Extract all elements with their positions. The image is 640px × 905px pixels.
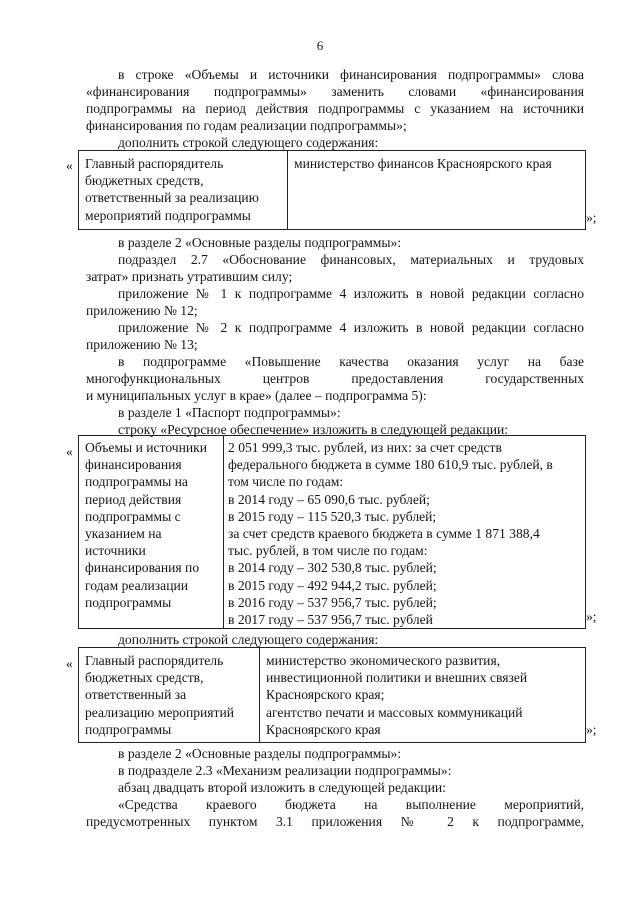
cell-line: министерство экономического развития, [266, 653, 501, 668]
cell-line: финансирования по [85, 560, 200, 576]
table-cell-left [85, 439, 207, 611]
text-line: многофункциональных центров предоставления государственных [86, 371, 584, 386]
cell-line: подпрограммы с [85, 508, 181, 524]
table-cell-left [85, 652, 234, 738]
cell-line: финансирования [85, 457, 182, 473]
cell-line: источники [85, 543, 146, 559]
table-main-manager-1 [78, 150, 586, 230]
cell-line: ответственный за реализацию [85, 190, 259, 206]
text-line: в разделе 1 «Паспорт подпрограммы»: [118, 405, 341, 420]
page-number: 6 [316, 38, 324, 53]
cell-line: реализацию мероприятий [85, 704, 235, 720]
text-line: финансирования по годам реализации подпрограммы»; [86, 118, 407, 133]
cell-line: федерального бюджета в сумме 180 610,9 тыс. рублей, в [228, 457, 553, 473]
text-line: подпрограммы на период действия подпрограммы с указанием на источники [86, 101, 584, 116]
cell-line: том числе по годам: [228, 474, 344, 490]
cell-line: бюджетных средств, [85, 670, 204, 686]
close-quote: »; [586, 210, 597, 225]
cell-line: Главный распорядитель [85, 156, 224, 171]
text-line: приложению № 12; [86, 303, 198, 318]
text-line: «финансирования подпрограммы» заменить словами «финансирования [86, 84, 584, 99]
cell-line: период действия [85, 491, 182, 507]
open-quote: « [66, 444, 73, 459]
cell-line: в 2015 году – 115 520,3 тыс. рублей; [228, 508, 437, 524]
table-resource-provision [78, 435, 586, 629]
close-quote: »; [586, 609, 597, 624]
cell-line: в 2014 году – 302 530,8 тыс. рублей; [228, 560, 437, 576]
text-line: абзац двадцать второй изложить в следующей редакции: [118, 780, 446, 795]
text-line: строку «Ресурсное обеспечение» изложить в следующей редакции: [118, 422, 509, 437]
agencies-lines [266, 652, 527, 738]
cell-line: в 2014 году – 65 090,6 тыс. рублей; [228, 491, 430, 507]
cell-line: Главный распорядитель [85, 653, 224, 668]
table-cell-right [287, 151, 552, 229]
cell-line: Красноярского края; [266, 687, 385, 703]
table-cell-right [259, 648, 528, 742]
financing-lines [228, 439, 553, 628]
text-line: затрат» признать утратившим силу; [86, 269, 293, 284]
text-line: в подразделе 2.3 «Механизм реализации подпрограммы»: [118, 763, 452, 778]
cell-line: инвестиционной политики и внешних связей [266, 670, 528, 686]
cell-line: подпрограммы на [85, 474, 188, 490]
text-line: подраздел 2.7 «Обоснование финансовых, материальных и трудовых [118, 252, 584, 267]
text-line: в строке «Объемы и источники финансирования подпрограммы» слова [118, 67, 584, 82]
text-line: в разделе 2 «Основные разделы подпрограммы»: [118, 746, 402, 761]
cell-line: в 2017 году – 537 956,7 тыс. рублей [228, 612, 433, 628]
cell-line: мероприятий подпрограммы [85, 207, 251, 223]
cell-line: тыс. рублей, в том числе по годам: [228, 543, 428, 559]
text-line: приложение № 2 к подпрограмме 4 изложить в новой редакции согласно [118, 320, 584, 335]
cell-line: агентство печати и массовых коммуникаций [266, 704, 523, 720]
cell-line: подпрограммы [85, 721, 172, 737]
close-quote: »; [586, 722, 597, 737]
text-line: дополнить строкой следующего содержания: [118, 632, 379, 647]
cell-line: 2 051 999,3 тыс. рублей, из них: за счет средств [228, 440, 502, 455]
cell-line: указанием на [85, 526, 162, 542]
open-quote: « [66, 158, 73, 173]
cell-line: министерство финансов Красноярского края [294, 156, 552, 171]
cell-line: бюджетных средств, [85, 173, 204, 189]
cell-line: Красноярского края [266, 721, 381, 737]
table-cell-right [223, 436, 553, 628]
cell-line: в 2016 году – 537 956,7 тыс. рублей; [228, 594, 437, 610]
cell-line: годам реализации [85, 577, 189, 593]
text-line: и муниципальных услуг в крае» (далее – подпрограмма 5): [86, 388, 427, 403]
text-line: предусмотренных пунктом 3.1 приложения № 2 к подпрограмме, [86, 814, 584, 829]
text-line: «Средства краевого бюджета на выполнение мероприятий, [118, 797, 584, 812]
text-line: приложению № 13; [86, 337, 198, 352]
cell-line: в 2015 году – 492 944,2 тыс. рублей; [228, 577, 437, 593]
table-cell-left [85, 155, 259, 224]
cell-line: за счет средств краевого бюджета в сумме 1 871 388,4 [228, 526, 540, 542]
text-line: в разделе 2 «Основные разделы подпрограммы»: [118, 235, 402, 250]
text-line: в подпрограмме «Повышение качества оказания услуг на базе [118, 354, 584, 369]
cell-line: Объемы и источники [85, 440, 208, 455]
text-line: дополнить строкой следующего содержания: [118, 135, 379, 150]
text-line: приложение № 1 к подпрограмме 4 изложить в новой редакции согласно [118, 286, 584, 301]
cell-line: подпрограммы [85, 594, 172, 610]
open-quote: « [66, 656, 73, 671]
cell-line: ответственный за [85, 687, 187, 703]
table-main-manager-2 [78, 647, 586, 743]
